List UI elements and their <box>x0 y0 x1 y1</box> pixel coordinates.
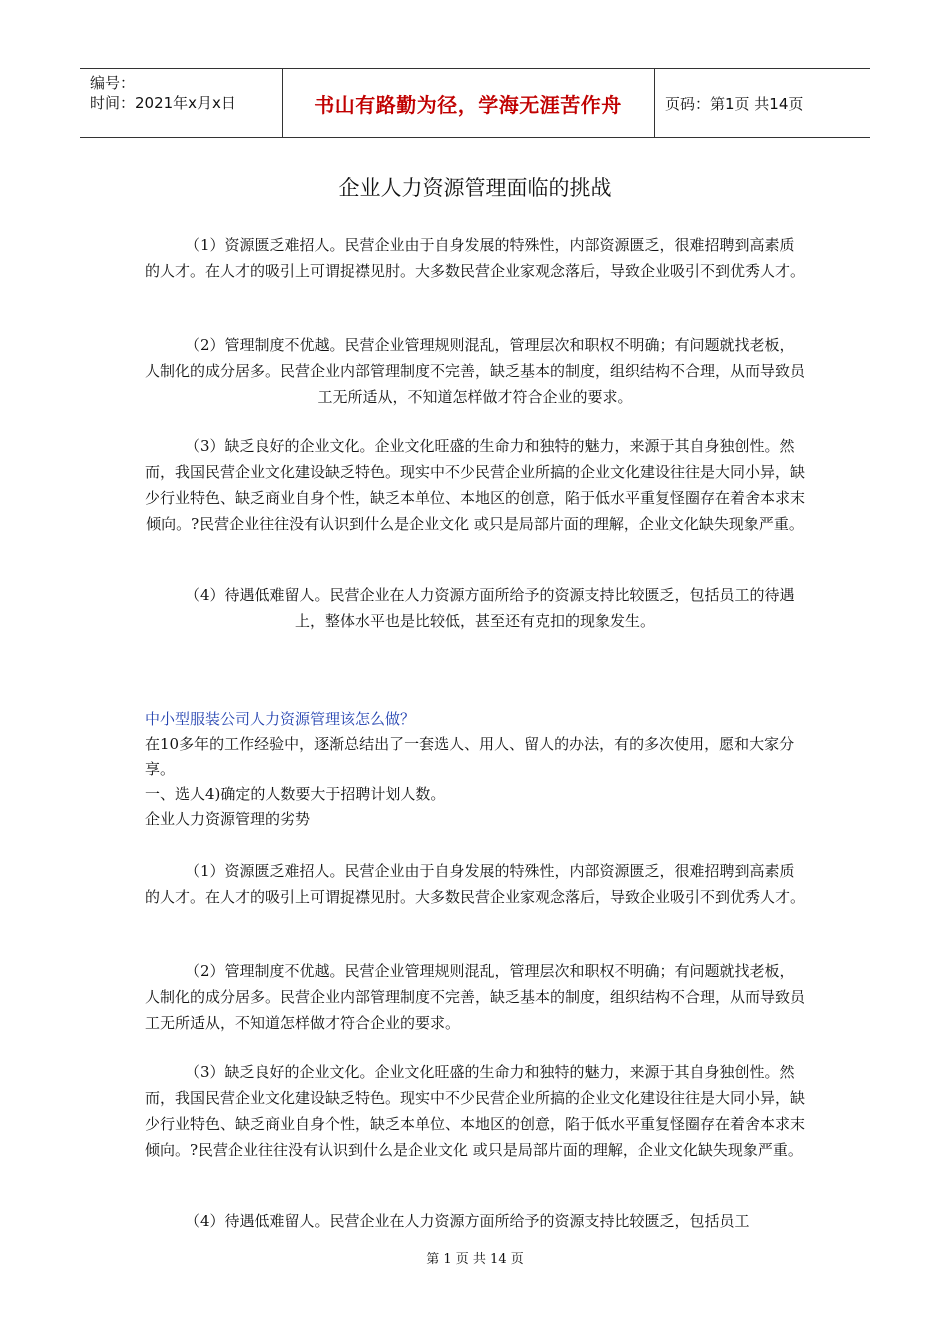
page-footer: 第 1 页 共 14 页 <box>426 1252 524 1267</box>
section1-paragraph-1: （1）资源匮乏难招人。民营企业由于自身发展的特殊性，内部资源匮乏，很难招聘到高素质的人才。在人才的吸引上可谓捉襟见肘。大多数民营企业家观念落后，导致企业吸引不到优秀人才。 <box>145 236 806 280</box>
header-motto: 书山有路勤为径，学海无涯苦作舟 <box>314 92 622 117</box>
section1-paragraph-3: （3）缺乏良好的企业文化。企业文化旺盛的生命力和独特的魅力，来源于其自身独创性。然而，我国民营企业文化建设缺乏特色。现实中不少民营企业所搞的企业文化建设往往是大同小异，缺少行业特色、缺乏商业自身个性，缺乏本单位、本地区的创意，陷于低水平重复怪圈存在着舍本求末倾向。?民营企业往往没有认识到什么是企业文化 或只是局部片面的理解，企业文化缺失现象严重。 <box>145 437 806 533</box>
section1-paragraph-4: （4）待遇低难留人。民营企业在人力资源方面所给予的资源支持比较匮乏，包括员工的待遇上，整体水平也是比较低，甚至还有克扣的现象发生。 <box>185 586 795 630</box>
header-meta-cell <box>80 69 283 137</box>
doc-date-label: 时间：2021年x月x日 <box>90 94 236 112</box>
header-page-info: 页码：第1页 共14页 <box>665 94 804 113</box>
weakness-heading: 企业人力资源管理的劣势 <box>145 810 311 828</box>
doc-code-label: 编号： <box>90 74 136 92</box>
select-line: 一、选人4)确定的人数要大于招聘计划人数。 <box>145 785 446 803</box>
section1-paragraph-2: （2）管理制度不优越。民营企业管理规则混乱，管理层次和职权不明确；有问题就找老板，人制化的成分居多。民营企业内部管理制度不完善，缺乏基本的制度，组织结构不合理，从而导致员工无所适从，不知道怎样做才符合企业的要求。 <box>145 336 806 406</box>
intro-paragraph: 在10多年的工作经验中，逐渐总结出了一套选人、用人、留人的办法，有的多次使用，愿和大家分享。 <box>145 735 795 778</box>
document-title: 企业人力资源管理面临的挑战 <box>338 176 612 200</box>
article-link-title[interactable]: 中小型服装公司人力资源管理该怎么做？ <box>145 710 416 728</box>
header-motto-cell <box>282 69 655 137</box>
page-header <box>80 68 870 138</box>
header-page-cell <box>665 69 870 137</box>
section2-paragraph-1: （1）资源匮乏难招人。民营企业由于自身发展的特殊性，内部资源匮乏，很难招聘到高素质的人才。在人才的吸引上可谓捉襟见肘。大多数民营企业家观念落后，导致企业吸引不到优秀人才。 <box>145 862 806 906</box>
section2-paragraph-3: （3）缺乏良好的企业文化。企业文化旺盛的生命力和独特的魅力，来源于其自身独创性。然而，我国民营企业文化建设缺乏特色。现实中不少民营企业所搞的企业文化建设往往是大同小异，缺少行业特色、缺乏商业自身个性，缺乏本单位、本地区的创意，陷于低水平重复怪圈存在着舍本求末倾向。?民营企业往往没有认识到什么是企业文化 或只是局部片面的理解，企业文化缺失现象严重。 <box>145 1063 806 1159</box>
section2-paragraph-2: （2）管理制度不优越。民营企业管理规则混乱，管理层次和职权不明确；有问题就找老板，人制化的成分居多。民营企业内部管理制度不完善，缺乏基本的制度，组织结构不合理，从而导致员工无所适从，不知道怎样做才符合企业的要求。 <box>145 962 806 1032</box>
section2-paragraph-4: （4）待遇低难留人。民营企业在人力资源方面所给予的资源支持比较匮乏，包括员工 <box>185 1212 750 1230</box>
